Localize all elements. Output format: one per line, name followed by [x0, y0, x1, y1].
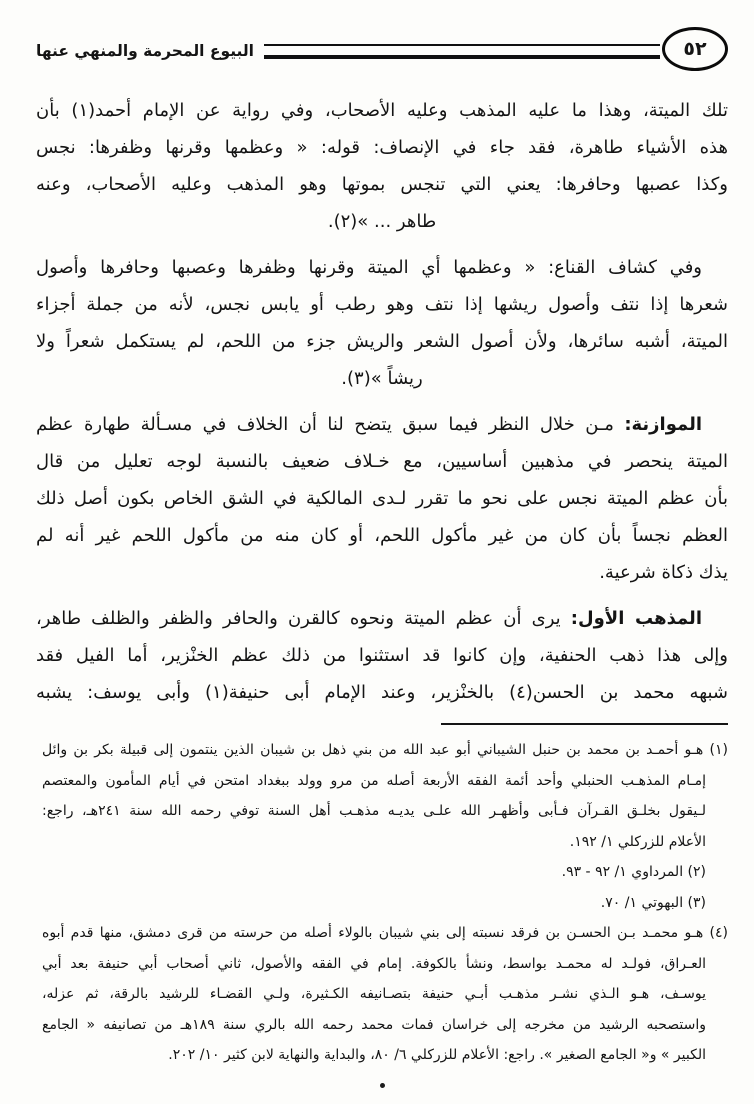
- text-line: بأن عظم الميتة نجس على نحو ما تقرر لـدى المالكية في الشق الخاص بكون أصل ذلك: [36, 488, 728, 509]
- header-rule: [264, 44, 660, 59]
- text-run: مـن خلال النظر فيما سبق يتضح لنا أن الخلاف في مسـألة طهارة عظم: [36, 414, 625, 435]
- text-line: [36, 600, 728, 637]
- body-text: [36, 92, 728, 711]
- section-term: المذهب الأول:: [570, 608, 702, 629]
- text-line: شعرها إذا نتف وأصول ريشها إذا نتف وهو رطب أو يابس نجس، لأنه من جملة أجزاء: [36, 294, 728, 315]
- footnotes: [36, 735, 728, 1071]
- text-line: وفي كشاف القناع: « وعظمها أي الميتة وقرنها وظفرها وعصبها وحافرها وأصول: [36, 257, 702, 278]
- footnote-line: يوسـف، هـو الـذي نشـر مذهـب أبـي حنيفة بتصـانيفه الكـثيرة، ولـي القضـاء للرشيد بالرقة، ثم عزله،: [42, 986, 706, 1002]
- text-line: وكذا عصبها وحافرها: يعني التي تنجس بموتها وهو المذهب وعليه الأصحاب، وعنه: [36, 174, 728, 195]
- text-run: يرى أن عظم الميتة ونحوه كالقرن والحافر والظفر والظلف طاهر،: [36, 608, 571, 629]
- footnote-2: [42, 857, 728, 888]
- paragraph-1: [36, 92, 728, 240]
- page-number-badge: [662, 27, 728, 71]
- footnote-line: الأعلام للزركلي ١/ ١٩٢.: [569, 833, 706, 850]
- footnote-separator: [441, 723, 728, 725]
- book-title: البيوع المحرمة والمنهي عنها: [36, 42, 254, 60]
- footnote-line: إمـام المذهـب الحنبلي وأحد أئمة الفقه الأربعة أصله من مرو وولد ببغداد امتحن في أيام المأمون والمعتصم: [42, 772, 706, 789]
- footnote-line: (٣) البهوتي ١/ ٧٠.: [600, 894, 706, 911]
- text-line: هذه الأشياء طاهرة، فقد جاء في الإنصاف: قوله: « وعظمها وقرنها وظفرها: نجس: [36, 137, 728, 158]
- footnote-line: العـراق، فولـد له محمـد بواسط، ونشأ بالكوفة. إمام في الفقه والأصول، ثاني أصحاب أبي حنيفة بعد أبي: [42, 955, 706, 972]
- text-line: يذك ذكاة شرعية.: [599, 562, 728, 583]
- paragraph-3: [36, 406, 728, 591]
- page-number: ٥٢: [683, 38, 707, 60]
- footnote-line: (٤) هـو محمـد بـن الحسـن بن فرقد نسبته إلى بني شيبان بالولاء أصله من حرسته من قرى دمشق، منها قدم أبوه: [42, 925, 728, 941]
- text-line: [36, 406, 728, 443]
- footnote-line: الكبير » و« الجامع الصغير ». راجع: الأعلام للزركلي ٦/ ٨٠، والبداية والنهاية لابن كثير ١٠/ ٢٠٢.: [168, 1047, 706, 1063]
- paragraph-4: [36, 600, 728, 711]
- section-term: الموازنة:: [624, 414, 702, 435]
- text-line: ريشاً »(٣).: [341, 368, 423, 389]
- paragraph-2: [36, 249, 728, 397]
- page-header: [36, 26, 728, 72]
- text-line: الميتة ينحصر في مذهبين أساسيين، مع خـلاف ضعيف بالنسبة لوجه تعليل من قال: [36, 451, 728, 472]
- text-line: الميتة، أشبه سائرها، ولأن أصول الشعر والريش جزء من اللحم، لم يستكمل شعراً ولا: [36, 331, 728, 352]
- footnote-line: واستصحبه الرشيد من مخرجه إلى خراسان فمات محمد رحمه الله بالري سنة ١٨٩هـ من تصانيفه « الجامع: [42, 1016, 707, 1033]
- footnote-1: [42, 735, 728, 857]
- text-line: طاهر ... »(٢).: [327, 211, 437, 232]
- text-line: وإلى هذا ذهب الحنفية، وإن كانوا قد استثنوا من ذلك عظم الخنْزير، أما الفيل فقد: [36, 645, 728, 666]
- footnote-line: لـيقول بخلـق القـرآن فـأبى وأظهـر الله علـى يديـه مذهـب أهل السنة توفي رحمه الله سنة ٢٤١هـ، راجع:: [42, 803, 706, 819]
- footnote-4: [42, 918, 728, 1071]
- footnote-line: (٢) المرداوي ١/ ٩٢ - ٩٣.: [561, 864, 706, 880]
- footnote-line: (١) هـو أحمـد بن محمد بن حنبل الشيباني أبو عبد الله من بني ذهل بن شيبان الذين ينتمون إلى قبيلة بكر بن وائل: [42, 742, 728, 758]
- text-line: العظم نجساً بأن كان من غير مأكول اللحم، أو كان منه من مأكول اللحم غير أنه لم: [36, 525, 728, 546]
- page-bottom-mark: [380, 1083, 385, 1088]
- text-line: تلك الميتة، وهذا ما عليه المذهب وعليه الأصحاب، وفي رواية عن الإمام أحمد(١) بأن: [36, 100, 728, 121]
- footnote-3: [42, 888, 728, 919]
- text-line: شبهه محمد بن الحسن(٤) بالخنْزير، وعند الإمام أبى حنيفة(١) وأبى يوسف: يشبه: [36, 682, 729, 703]
